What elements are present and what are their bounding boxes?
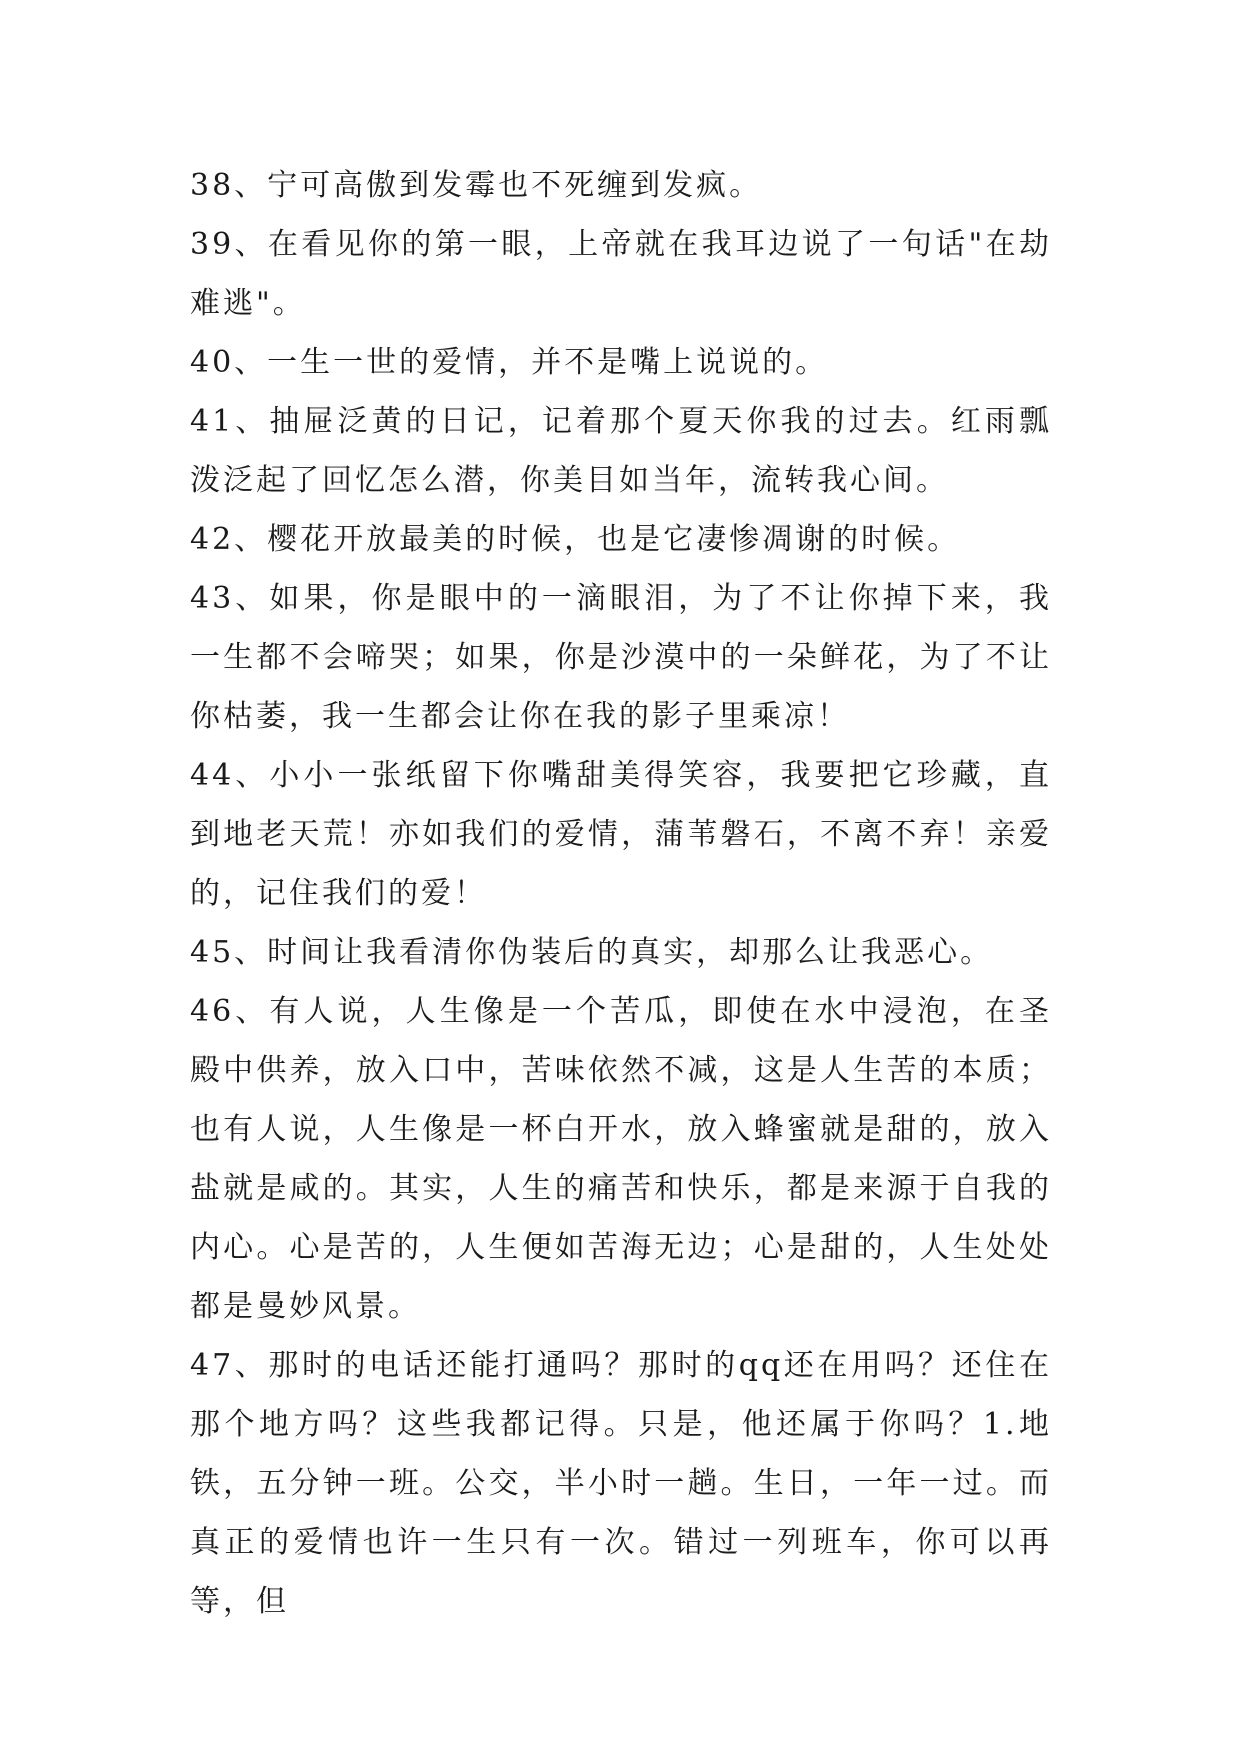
paragraph-45: 45、时间让我看清你伪装后的真实，却那么让我恶心。	[190, 935, 994, 970]
paragraph-39: 39、在看见你的第一眼，上帝就在我耳边说了一句话"在劫难逃"。	[190, 227, 1052, 321]
paragraph-46: 46、有人说，人生像是一个苦瓜，即使在水中浸泡，在圣殿中供养，放入口中，苦味依然不减，这是人生苦的本质；也有人说，人生像是一杯白开水，放入蜂蜜就是甜的，放入盐就是咸的。其实，人生的痛苦和快乐，都是来源于自我的内心。心是苦的，人生便如苦海无边；心是甜的，人生处处都是曼妙风景。	[190, 994, 1052, 1324]
paragraph-38: 38、宁可高傲到发霉也不死缠到发疯。	[190, 168, 763, 203]
paragraph-47: 47、那时的电话还能打通吗？那时的qq还在用吗？还住在那个地方吗？这些我都记得。只是，他还属于你吗？1.地铁，五分钟一班。公交，半小时一趟。生日，一年一过。而真正的爱情也许一生只有一次。错过一列班车，你可以再等，但	[190, 1348, 1052, 1619]
paragraph-40: 40、一生一世的爱情，并不是嘴上说说的。	[190, 345, 829, 380]
paragraph-44: 44、小小一张纸留下你嘴甜美得笑容，我要把它珍藏，直到地老天荒！亦如我们的爱情，蒲苇磐石，不离不弃！亲爱的，记住我们的爱！	[190, 758, 1052, 911]
paragraph-42: 42、樱花开放最美的时候，也是它凄惨凋谢的时候。	[190, 522, 961, 557]
paragraph-41: 41、抽屉泛黄的日记，记着那个夏天你我的过去。红雨瓢泼泛起了回忆怎么潜，你美目如当年，流转我心间。	[190, 404, 1052, 498]
document-body	[190, 156, 1052, 1631]
paragraph-43: 43、如果，你是眼中的一滴眼泪，为了不让你掉下来，我一生都不会啼哭；如果，你是沙漠中的一朵鲜花，为了不让你枯萎，我一生都会让你在我的影子里乘凉！	[190, 581, 1052, 734]
